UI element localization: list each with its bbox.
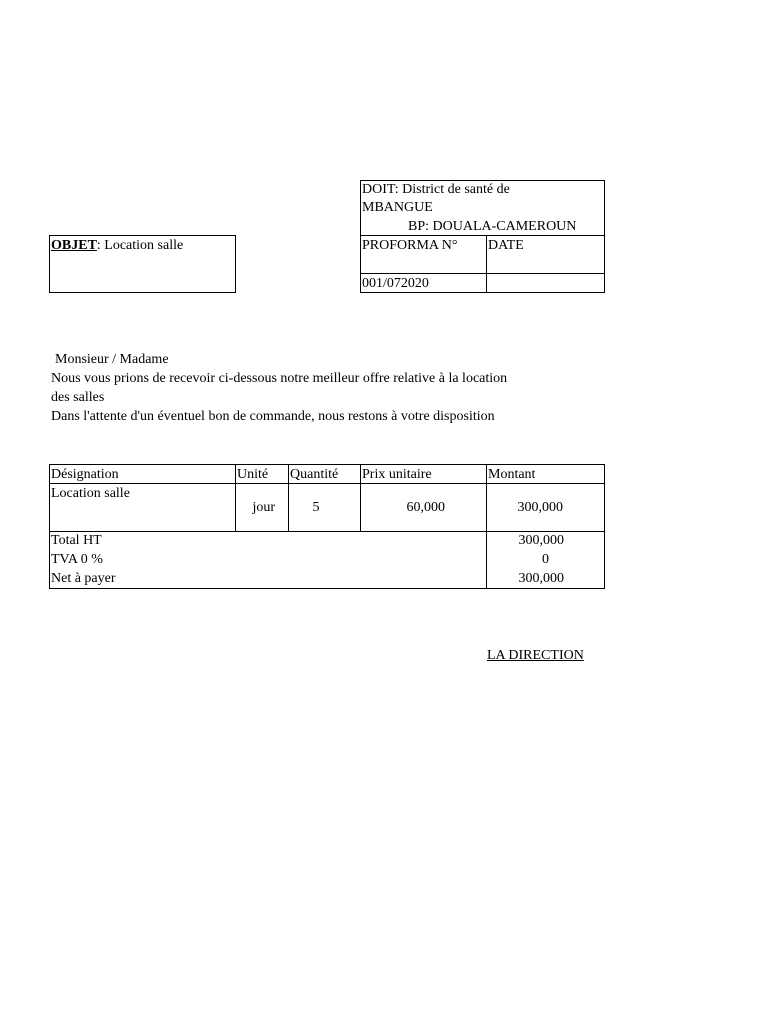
signature-label: LA DIRECTION <box>487 648 584 663</box>
tva-label: TVA 0 % <box>51 552 103 567</box>
date-label: DATE <box>488 238 524 253</box>
row-unite: jour <box>252 500 275 515</box>
header-montant: Montant <box>488 467 536 482</box>
signature <box>487 646 584 665</box>
doit-line-3: BP: DOUALA-CAMEROUN <box>408 219 577 234</box>
total-ht-value: 300,000 <box>518 533 564 548</box>
row-prix: 60,000 <box>406 500 445 515</box>
salutation: Monsieur / Madame <box>55 352 169 367</box>
doit-line-1: DOIT: District de santé de <box>362 182 510 197</box>
objet-label: OBJET <box>51 238 97 253</box>
letter-line-1: Nous vous prions de recevoir ci-dessous notre meilleur offre relative à la location <box>51 371 508 386</box>
total-ht-label: Total HT <box>51 533 102 548</box>
doit-line-2: MBANGUE <box>362 200 433 215</box>
proforma-number: 001/072020 <box>362 276 429 291</box>
objet <box>51 236 183 255</box>
proforma-label: PROFORMA N° <box>362 238 458 253</box>
row-montant: 300,000 <box>517 500 563 515</box>
net-value: 300,000 <box>518 571 564 586</box>
letter-line-2: des salles <box>51 390 105 405</box>
objet-value: : Location salle <box>96 238 184 253</box>
row-designation: Location salle <box>51 486 130 501</box>
row-quantite: 5 <box>312 500 320 515</box>
header-unite: Unité <box>237 467 269 482</box>
tva-value: 0 <box>542 552 549 567</box>
net-label: Net à payer <box>51 571 116 586</box>
header-quantite: Quantité <box>290 467 339 482</box>
proforma-col-divider <box>486 235 487 293</box>
header-prix: Prix unitaire <box>362 467 432 482</box>
letter-line-3: Dans l'attente d'un éventuel bon de commande, nous restons à votre disposition <box>51 409 495 424</box>
header-designation: Désignation <box>51 467 119 482</box>
